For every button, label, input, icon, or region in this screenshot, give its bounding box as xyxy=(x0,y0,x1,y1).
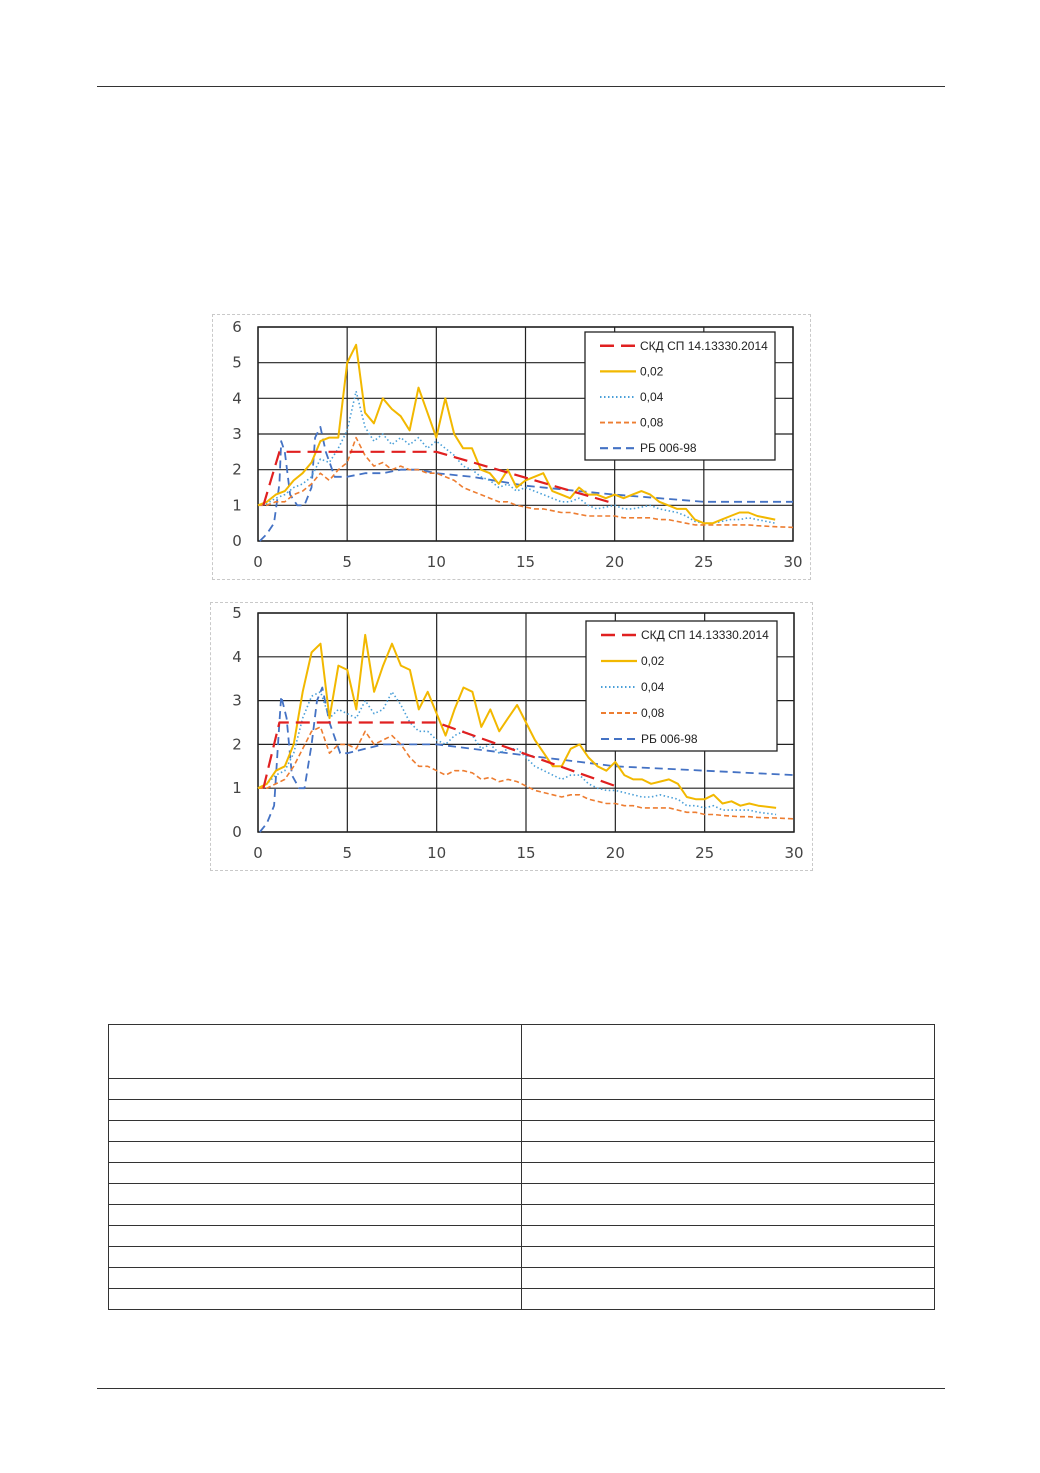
table-row xyxy=(109,1025,935,1079)
legend-label-0: СКД СП 14.13330.2014 xyxy=(640,338,768,353)
table-cell xyxy=(522,1226,935,1247)
y-tick-label: 4 xyxy=(232,647,242,666)
y-tick-label: 0 xyxy=(232,823,242,841)
legend-label-4: РБ 006-98 xyxy=(641,732,698,746)
table-cell xyxy=(109,1226,522,1247)
x-tick-label: 5 xyxy=(342,553,352,571)
y-tick-label: 2 xyxy=(232,735,242,754)
header-rule xyxy=(97,86,945,87)
table-cell xyxy=(109,1247,522,1268)
table-cell xyxy=(109,1142,522,1163)
x-tick-label: 10 xyxy=(427,844,447,862)
table-row xyxy=(109,1184,935,1205)
legend-label-3: 0,08 xyxy=(640,415,664,430)
table-cell xyxy=(109,1121,522,1142)
table-cell xyxy=(109,1100,522,1121)
chart-1-svg xyxy=(211,603,812,870)
table-cell xyxy=(522,1079,935,1100)
table-row xyxy=(109,1205,935,1226)
legend-label-4: РБ 006-98 xyxy=(640,441,697,456)
table-cell xyxy=(109,1163,522,1184)
legend-label-3: 0,08 xyxy=(641,706,665,720)
chart-0-svg xyxy=(213,315,810,579)
table-cell xyxy=(109,1025,522,1079)
x-tick-label: 30 xyxy=(784,844,804,862)
y-tick-label: 1 xyxy=(232,496,242,515)
y-tick-label: 5 xyxy=(232,353,242,372)
table-cell xyxy=(522,1025,935,1079)
table-row xyxy=(109,1142,935,1163)
table-cell xyxy=(522,1163,935,1184)
y-tick-label: 3 xyxy=(232,425,242,443)
table-cell xyxy=(109,1205,522,1226)
table-cell xyxy=(522,1247,935,1268)
x-tick-label: 5 xyxy=(342,844,353,862)
spectrum-chart-top xyxy=(212,314,811,580)
table-cell xyxy=(109,1079,522,1100)
table-row xyxy=(109,1289,935,1310)
table-cell xyxy=(522,1184,935,1205)
table-row xyxy=(109,1079,935,1100)
y-tick-label: 2 xyxy=(232,460,242,479)
table-cell xyxy=(522,1289,935,1310)
chart-legend xyxy=(586,621,777,751)
x-tick-label: 20 xyxy=(605,553,625,571)
x-tick-label: 30 xyxy=(783,553,803,571)
x-tick-label: 25 xyxy=(694,553,714,571)
footer-rule xyxy=(97,1388,945,1389)
x-tick-label: 10 xyxy=(426,553,446,571)
table-cell xyxy=(109,1268,522,1289)
legend-label-2: 0,04 xyxy=(641,680,665,694)
x-tick-label: 0 xyxy=(253,553,263,571)
legend-label-1: 0,02 xyxy=(640,364,664,379)
y-tick-label: 4 xyxy=(232,389,242,408)
table-cell xyxy=(522,1142,935,1163)
x-tick-label: 25 xyxy=(695,844,715,862)
y-tick-label: 0 xyxy=(232,532,242,550)
table-row xyxy=(109,1163,935,1184)
table-cell xyxy=(522,1205,935,1226)
y-tick-label: 1 xyxy=(232,779,242,798)
data-table xyxy=(108,1024,935,1310)
x-tick-label: 20 xyxy=(605,844,625,862)
spectrum-chart-bottom xyxy=(210,602,813,871)
chart-legend xyxy=(585,332,775,460)
table-row xyxy=(109,1226,935,1247)
table-row xyxy=(109,1247,935,1268)
x-tick-label: 15 xyxy=(516,844,536,862)
table-cell xyxy=(109,1184,522,1205)
legend-label-0: СКД СП 14.13330.2014 xyxy=(641,628,769,642)
x-tick-label: 15 xyxy=(515,553,536,571)
table-row xyxy=(109,1121,935,1142)
legend-label-1: 0,02 xyxy=(641,654,665,668)
x-tick-label: 0 xyxy=(253,844,263,862)
table-cell xyxy=(522,1268,935,1289)
table-cell xyxy=(109,1289,522,1310)
y-tick-label: 6 xyxy=(232,318,242,336)
table-row xyxy=(109,1100,935,1121)
legend-label-2: 0,04 xyxy=(640,390,664,404)
y-tick-label: 3 xyxy=(232,691,242,710)
y-tick-label: 5 xyxy=(232,604,242,622)
table-cell xyxy=(522,1100,935,1121)
table-cell xyxy=(522,1121,935,1142)
table-row xyxy=(109,1268,935,1289)
